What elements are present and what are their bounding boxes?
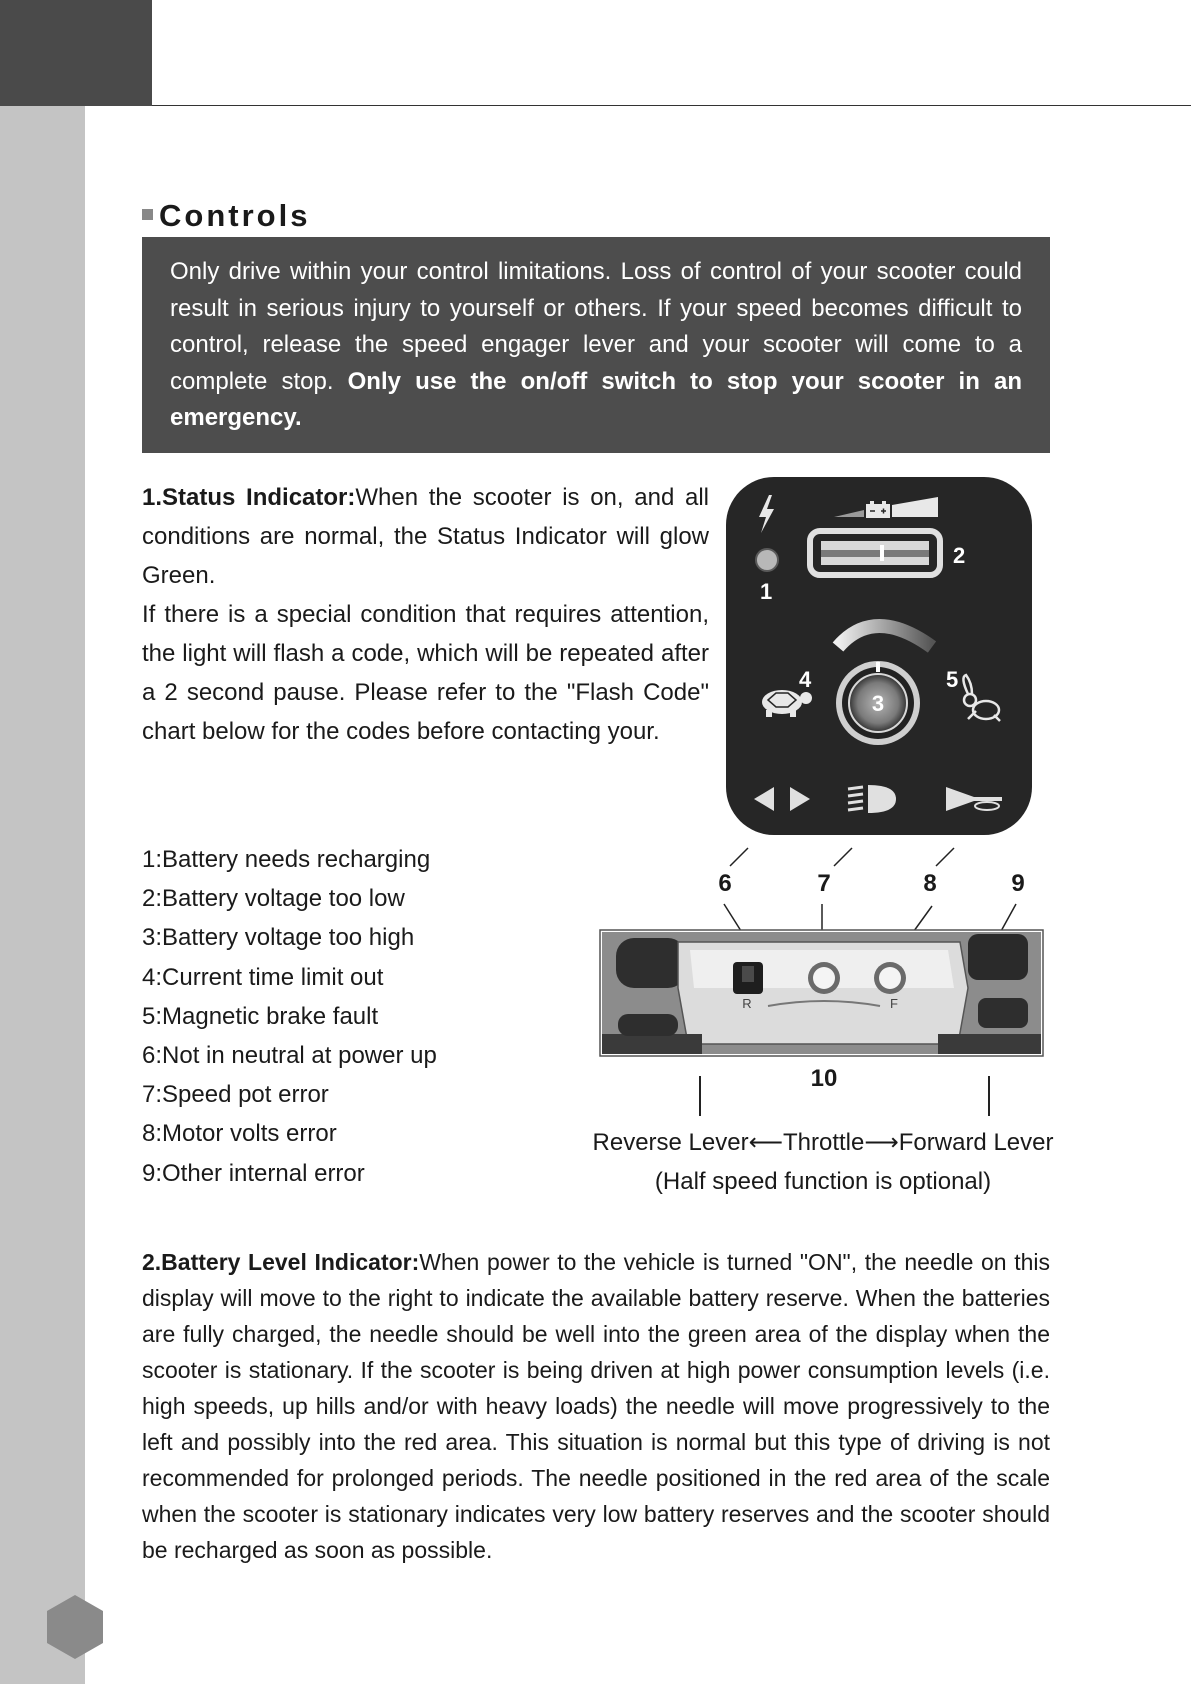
flash-code-item: 9:Other internal error xyxy=(142,1159,365,1187)
flash-code-list xyxy=(142,840,437,1193)
lever-label-9: 9 xyxy=(1011,870,1025,897)
status-heading: 1.Status Indicator: xyxy=(142,484,356,511)
flash-code-item: 4:Current time limit out xyxy=(142,963,384,991)
header-rule xyxy=(152,105,1191,106)
status-paragraph-1 xyxy=(142,478,709,595)
lever-label-8: 8 xyxy=(923,870,937,897)
flash-code-item: 2:Battery voltage too low xyxy=(142,885,405,913)
section-title-text: Controls xyxy=(159,198,311,233)
flash-code-item: 1:Battery needs recharging xyxy=(142,846,431,873)
bullet-square-icon xyxy=(142,209,153,220)
lever-label-10: 10 xyxy=(810,1065,838,1092)
forward-mark: F xyxy=(890,996,898,1011)
lever-label-6: 6 xyxy=(718,870,732,897)
left-margin-strip xyxy=(0,106,85,1684)
flash-code-item: 3:Battery voltage too high xyxy=(142,924,415,952)
page-hexagon-marker xyxy=(47,1595,103,1659)
flash-code-item: 5:Magnetic brake fault xyxy=(142,1002,379,1030)
panel-label-5: 5 xyxy=(946,667,959,692)
lever-caption-line-1: Reverse Lever⟵Throttle⟶Forward Lever xyxy=(592,1129,1054,1156)
flash-code-item: 8:Motor volts error xyxy=(142,1120,337,1148)
lever-caption-line-2: (Half speed function is optional) xyxy=(654,1168,992,1195)
section-title xyxy=(142,198,310,234)
flash-code-item: 7:Speed pot error xyxy=(142,1081,329,1109)
status-text-1: When the scooter is on, and all conditions are normal, the Status Indicator will glow Green. xyxy=(142,484,709,589)
battery-level-section xyxy=(142,1244,1050,1568)
throttle-lever-illustration xyxy=(598,838,1044,1120)
status-indicator-section xyxy=(142,478,709,751)
flash-code-item: 6:Not in neutral at power up xyxy=(142,1042,437,1070)
header-corner-block xyxy=(0,0,152,106)
panel-label-3: 3 xyxy=(871,691,885,716)
panel-label-2: 2 xyxy=(953,543,966,568)
control-panel-illustration xyxy=(724,475,1034,837)
battery-heading: 2.Battery Level Indicator: xyxy=(142,1249,420,1275)
warning-text: Only drive within your control limitations. Loss of control of your scooter could result in serious injury to yourself or others. If your speed becomes difficult to control, release the speed engager lever and your scooter will come to a complete stop. xyxy=(170,258,1022,395)
panel-label-1: 1 xyxy=(760,579,773,604)
reverse-mark: R xyxy=(742,996,752,1011)
status-paragraph-2: If there is a special condition that requires attention, the light will flash a code, which will be repeated after a 2 second pause. Please refer to the "Flash Code" chart below for the codes before contacting your. xyxy=(142,601,709,745)
warning-box xyxy=(142,237,1050,453)
lever-caption xyxy=(585,1123,1061,1201)
battery-text: When power to the vehicle is turned "ON", the needle on this display will move to the right to indicate the available battery reserve. When the batteries are fully charged, the needle should be well into the green area of the display when the scooter is stationary. If the scooter is being driven at high power consumption levels (i.e. high speeds, up hills and/or with heavy loads) the needle will move progressively to the left and possibly into the red area. This situation is normal but this type of driving is not recommended for prolonged periods. The needle positioned in the red area of the scale when the scooter is stationary indicates very low battery reserves and the scooter should be recharged as soon as possible. xyxy=(142,1249,1050,1563)
lever-label-7: 7 xyxy=(817,870,831,897)
panel-label-4: 4 xyxy=(799,667,812,692)
handlebar-photo xyxy=(602,932,1041,1054)
battery-gauge-needle xyxy=(880,545,884,561)
warning-bold-text: Only use the on/off switch to stop your scooter in an emergency. xyxy=(170,367,1022,431)
status-light-icon xyxy=(756,549,778,571)
